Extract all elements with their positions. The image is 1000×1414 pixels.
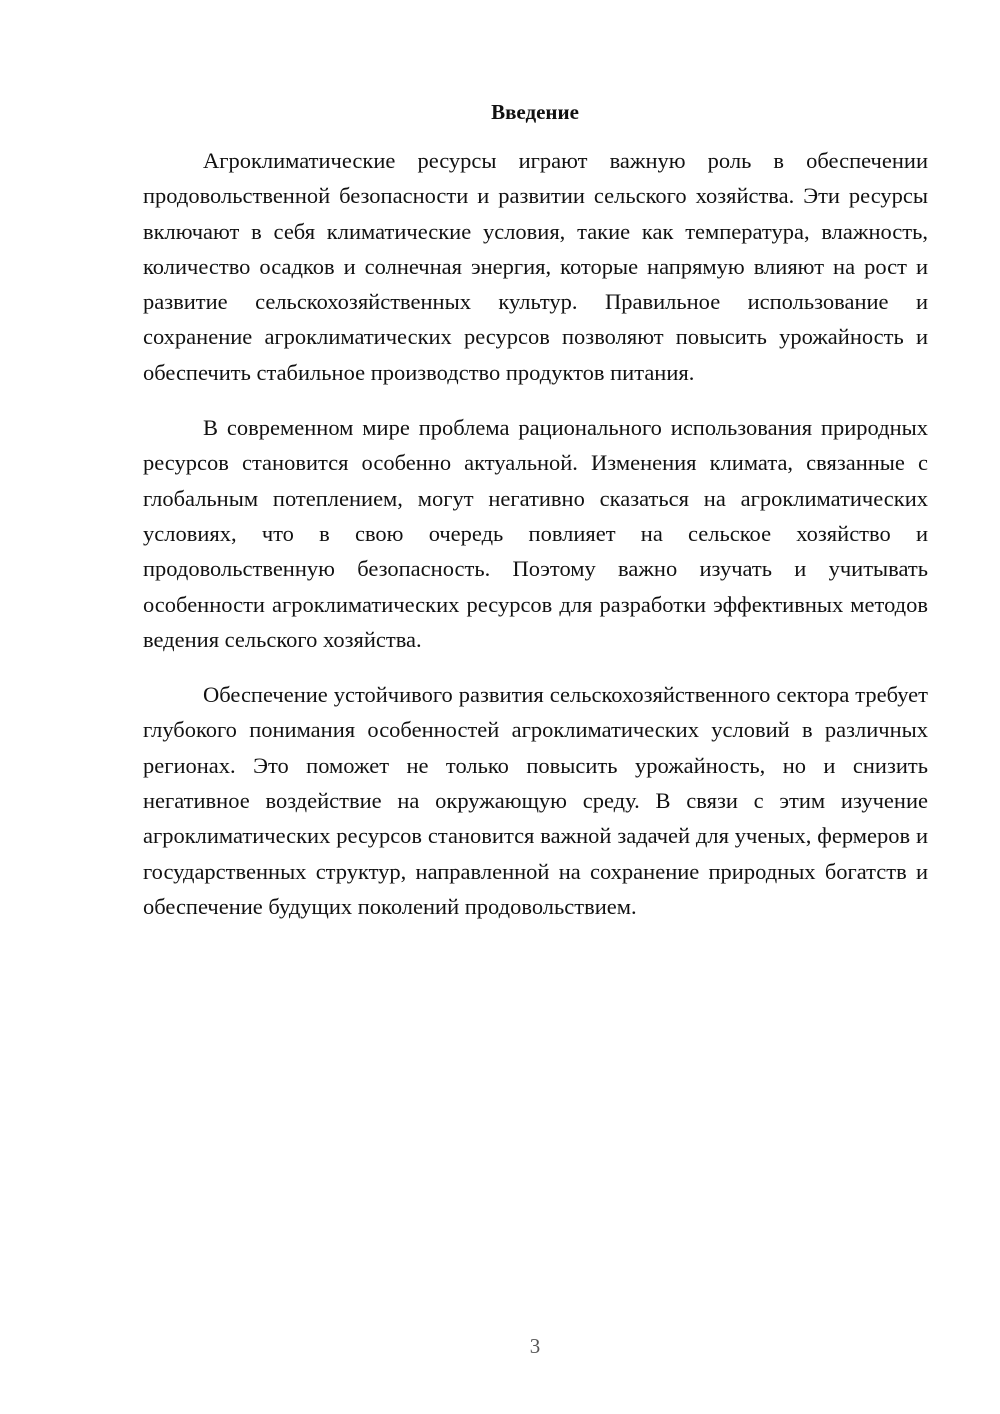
paragraph-1: Агроклиматические ресурсы играют важную роль в обеспечении продовольственной безопасности и развитии сельского хозяйства. Эти ресурсы включают в себя климатические условия, такие как температура, влажность, количество осадков и солнечная энергия, которые напрямую влияют на рост и развитие сельскохозяйственных культур. Правильное использование и сохранение агроклиматических ресурсов позволяют повысить урожайность и обеспечить стабильное производство продуктов питания. [143, 148, 928, 385]
paragraph-3: Обеспечение устойчивого развития сельскохозяйственного сектора требует глубокого понимания особенностей агроклиматических условий в различных регионах. Это поможет не только повысить урожайность, но и снизить негативное воздействие на окружающую среду. В связи с этим изучение агроклиматических ресурсов становится важной задачей для ученых, фермеров и государственных структур, направленной на сохранение природных богатств и обеспечение будущих поколений продовольствием. [143, 682, 928, 919]
body-text [143, 143, 928, 944]
page-number: 3 [529, 1334, 541, 1358]
paragraph-2: В современном мире проблема рационального использования природных ресурсов становится особенно актуальной. Изменения климата, связанные с глобальным потеплением, могут негативно сказаться на агроклиматических условиях, что в свою очередь повлияет на сельское хозяйство и продовольственную безопасность. Поэтому важно изучать и учитывать особенности агроклиматических ресурсов для разработки эффективных методов ведения сельского хозяйства. [143, 415, 928, 652]
page-title: Введение [491, 100, 579, 124]
